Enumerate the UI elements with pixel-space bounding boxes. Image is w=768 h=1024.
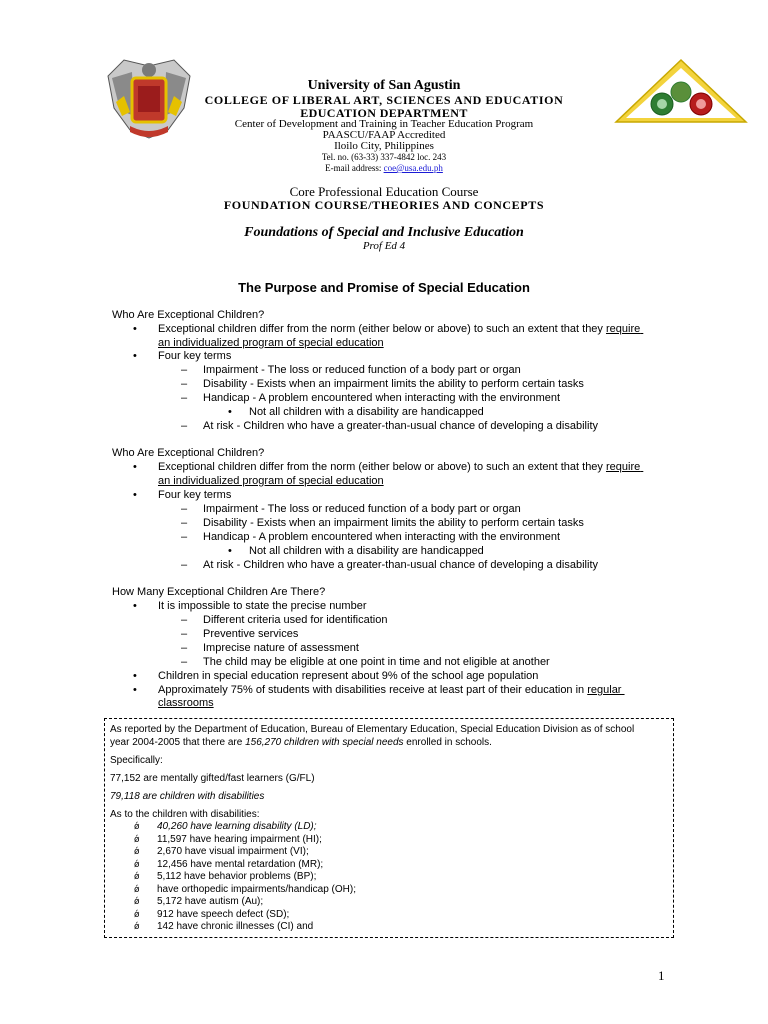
bullet-text-cont: an individualized program of special education [158, 337, 384, 349]
box-specifically: Specifically: [110, 755, 163, 766]
university-name: University of San Agustin [307, 78, 461, 93]
bullet-text: Approximately 75% of students with disabilities receive at least part of their education in regular [158, 684, 622, 696]
dash-icon: – [181, 364, 188, 376]
box-intro: As to the children with disabilities: [110, 809, 260, 820]
list-bullet-icon: ǿ [134, 834, 140, 845]
section-heading: Who Are Exceptional Children? [112, 447, 265, 459]
email-label: E-mail address: [325, 163, 382, 173]
sub-sub-bullet-text: Not all children with a disability are handicapped [249, 545, 484, 557]
sub-sub-bullet-text: Not all children with a disability are handicapped [249, 406, 484, 418]
list-bullet-icon: ǿ [134, 884, 140, 895]
bullet-text: Four key terms [158, 489, 232, 501]
sub-bullet-text: Impairment - The loss or reduced function of a body part or organ [203, 364, 521, 376]
box-disabled: 79,118 are children with disabilities [110, 791, 265, 802]
bullet-text: Four key terms [158, 350, 232, 362]
list-bullet-icon: ǿ [134, 859, 140, 870]
list-bullet-icon: ǿ [134, 897, 140, 907]
bullet-text: Children in special education represent about 9% of the school age population [158, 670, 539, 682]
box-line-2: year 2004-2005 that there are 156,270 children with special needs enrolled in schools. [110, 737, 492, 748]
bullet-icon: • [133, 489, 137, 501]
dash-icon: – [181, 517, 188, 529]
section-heading: How Many Exceptional Children Are There? [112, 586, 326, 598]
list-bullet-icon: ǿ [134, 847, 140, 857]
course-subject: Foundations of Special and Inclusive Education [244, 225, 524, 240]
list-item: 142 have chronic illnesses (CI) and [157, 921, 314, 932]
bullet-icon: • [133, 461, 137, 473]
dash-icon: – [181, 559, 188, 571]
list-item: 11,597 have hearing impairment (HI); [157, 833, 322, 845]
sub-bullet-text: Impairment - The loss or reduced function of a body part or organ [203, 503, 521, 515]
city-text: Iloilo City, Philippines [334, 140, 434, 152]
section-heading: Who Are Exceptional Children? [112, 309, 265, 321]
course-code: Prof Ed 4 [362, 240, 406, 252]
bullet-text: Exceptional children differ from the norm (either below or above) to such an extent that they require [158, 323, 641, 335]
list-item: 912 have speech defect (SD); [157, 908, 290, 920]
sub-bullet-text: Imprecise nature of assessment [203, 642, 359, 654]
bullet-icon: • [228, 406, 232, 418]
bullet-icon: • [133, 323, 137, 335]
list-bullet-icon: ǿ [134, 909, 140, 920]
list-item: 12,456 have mental retardation (MR); [157, 858, 324, 870]
dash-icon: – [181, 378, 188, 390]
dash-icon: – [181, 531, 188, 543]
dash-icon: – [181, 392, 188, 404]
center-text: Center of Development and Training in Teacher Education Program [234, 118, 534, 130]
box-gifted: 77,152 are mentally gifted/fast learners (G/FL) [110, 773, 315, 784]
accreditation-text: PAASCU/FAAP Accredited [322, 129, 446, 141]
sub-bullet-text: The child may be eligible at one point in time and not eligible at another [203, 656, 550, 668]
college-name: COLLEGE OF LIBERAL ART, SCIENCES AND EDUCATION [204, 93, 564, 107]
dash-icon: – [181, 628, 188, 640]
sub-bullet-text: At risk - Children who have a greater-than-usual chance of developing a disability [203, 559, 598, 571]
sub-bullet-text: Preventive services [203, 628, 299, 640]
page-number: 1 [658, 968, 665, 983]
document-title: The Purpose and Promise of Special Education [238, 280, 530, 295]
sub-bullet-text: Disability - Exists when an impairment limits the ability to perform certain tasks [203, 517, 584, 529]
email-link[interactable]: coe@usa.edu.ph [383, 163, 443, 173]
sub-bullet-text: At risk - Children who have a greater-than-usual chance of developing a disability [203, 420, 598, 432]
dash-icon: – [181, 642, 188, 654]
course-type: Core Professional Education Course [289, 184, 479, 199]
sub-bullet-text: Disability - Exists when an impairment limits the ability to perform certain tasks [203, 378, 584, 390]
department-name: EDUCATION DEPARTMENT [300, 106, 468, 120]
list-item: 40,260 have learning disability (LD); [157, 821, 317, 832]
bullet-icon: • [133, 670, 137, 682]
dash-icon: – [181, 420, 188, 432]
bullet-text: Exceptional children differ from the norm (either below or above) to such an extent that they require [158, 461, 641, 473]
bullet-text-cont: classrooms [158, 697, 214, 709]
sub-bullet-text: Different criteria used for identification [203, 614, 388, 626]
bullet-icon: • [133, 350, 137, 362]
list-item: 2,670 have visual impairment (VI); [157, 846, 309, 857]
list-item: 5,172 have autism (Au); [157, 896, 264, 907]
list-bullet-icon: ǿ [134, 822, 140, 832]
sub-bullet-text: Handicap - A problem encountered when interacting with the environment [203, 531, 561, 543]
sub-bullet-text: Handicap - A problem encountered when interacting with the environment [203, 392, 561, 404]
dash-icon: – [181, 503, 188, 515]
list-item: 5,112 have behavior problems (BP); [157, 871, 317, 882]
dash-icon: – [181, 614, 188, 626]
dash-icon: – [181, 656, 188, 668]
bullet-icon: • [133, 684, 137, 696]
email-line [0, 163, 768, 173]
course-category: FOUNDATION COURSE/THEORIES AND CONCEPTS [223, 198, 545, 212]
tel-text: Tel. no. (63-33) 337-4842 loc. 243 [321, 152, 447, 162]
bullet-icon: • [133, 600, 137, 612]
list-item: have orthopedic impairments/handicap (OH); [157, 883, 356, 895]
bullet-text: It is impossible to state the precise number [158, 600, 367, 612]
list-bullet-icon: ǿ [134, 922, 140, 932]
bullet-text-cont: an individualized program of special education [158, 475, 384, 487]
bullet-icon: • [228, 545, 232, 557]
box-line-1: As reported by the Department of Education, Bureau of Elementary Education, Special Education Division as of school [110, 724, 635, 735]
list-bullet-icon: ǿ [134, 872, 140, 882]
